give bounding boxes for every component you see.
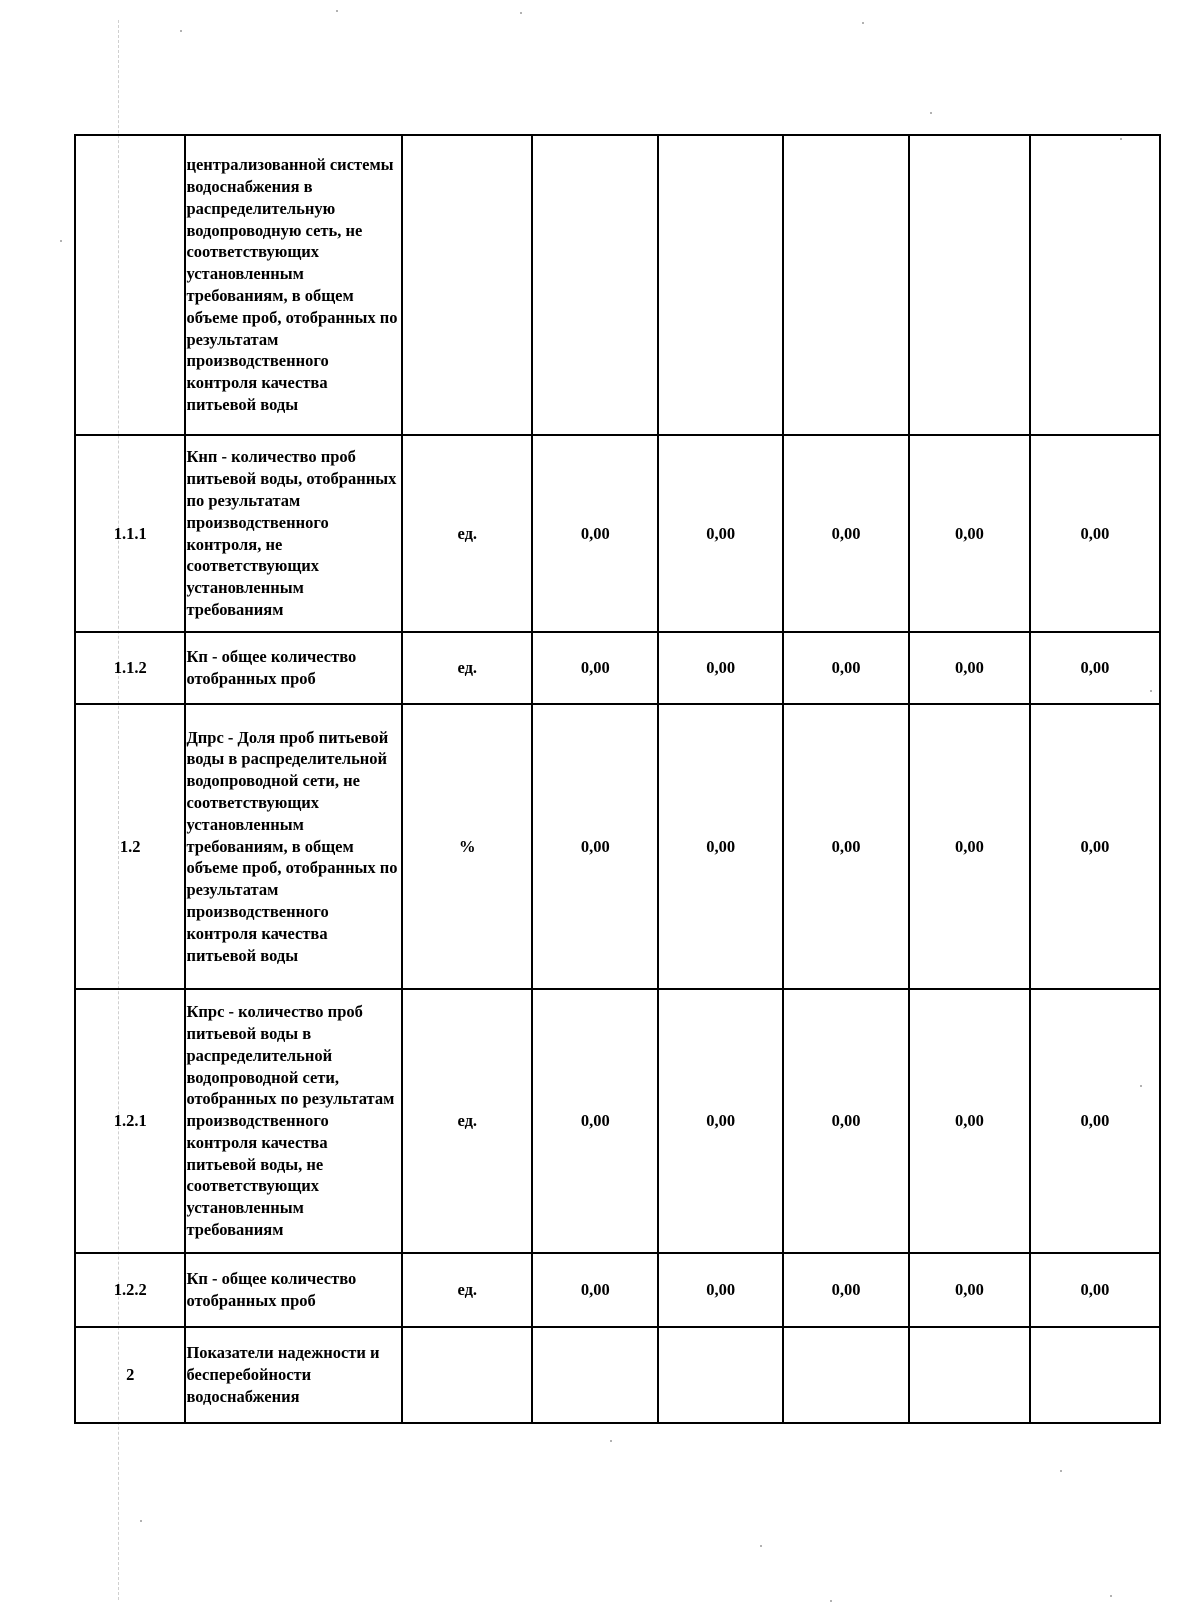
row-number: 1.2.2 (75, 1253, 185, 1327)
value-cell (532, 135, 658, 435)
value-cell: 0,00 (532, 704, 658, 989)
scan-speck (140, 1520, 142, 1522)
table-row (75, 135, 1160, 435)
value-cell (532, 1327, 658, 1423)
row-description: Кпрс - количество проб питьевой воды в распределительной водопроводной сети, отобранных по результатам производственного контроля качества питьевой воды, не соответствующих установленным требованиям (185, 989, 402, 1253)
row-description: централизованной системы водоснабжения в распределительную водопроводную сеть, не соответствующих установленным требованиям, в общем объеме проб, отобранных по результатам производственного контроля качества питьевой воды (185, 135, 402, 435)
scan-speck (830, 1600, 832, 1602)
value-cell: 0,00 (532, 1253, 658, 1327)
row-unit: ед. (402, 1253, 532, 1327)
value-cell (658, 135, 783, 435)
scan-speck (760, 1545, 762, 1547)
row-number: 1.1.1 (75, 435, 185, 632)
value-cell: 0,00 (783, 989, 909, 1253)
value-cell (1030, 135, 1160, 435)
scan-speck (862, 22, 864, 24)
value-cell: 0,00 (909, 435, 1030, 632)
value-cell (783, 135, 909, 435)
row-number: 1.1.2 (75, 632, 185, 704)
value-cell: 0,00 (783, 704, 909, 989)
scan-speck (180, 30, 182, 32)
value-cell (909, 1327, 1030, 1423)
row-description: Показатели надежности и бесперебойности водоснабжения (185, 1327, 402, 1423)
scan-speck (60, 240, 62, 242)
row-unit: ед. (402, 632, 532, 704)
value-cell: 0,00 (658, 989, 783, 1253)
value-cell: 0,00 (909, 1253, 1030, 1327)
value-cell: 0,00 (1030, 989, 1160, 1253)
table-row (75, 704, 1160, 989)
value-cell: 0,00 (1030, 1253, 1160, 1327)
value-cell: 0,00 (909, 632, 1030, 704)
value-cell: 0,00 (658, 704, 783, 989)
table-row (75, 435, 1160, 632)
value-cell: 0,00 (1030, 435, 1160, 632)
value-cell (783, 1327, 909, 1423)
table-row (75, 632, 1160, 704)
row-description: Дпрс - Доля проб питьевой воды в распределительной водопроводной сети, не соответствующих установленным требованиям, в общем объеме проб, отобранных по результатам производственного контроля качества питьевой воды (185, 704, 402, 989)
row-unit: ед. (402, 435, 532, 632)
row-description: Кп - общее количество отобранных проб (185, 632, 402, 704)
scan-speck (520, 12, 522, 14)
value-cell: 0,00 (783, 1253, 909, 1327)
row-description: Кп - общее количество отобранных проб (185, 1253, 402, 1327)
value-cell: 0,00 (658, 435, 783, 632)
table-row (75, 1327, 1160, 1423)
row-unit (402, 1327, 532, 1423)
row-number: 1.2 (75, 704, 185, 989)
value-cell (1030, 1327, 1160, 1423)
table-row (75, 989, 1160, 1253)
value-cell: 0,00 (532, 989, 658, 1253)
value-cell (658, 1327, 783, 1423)
value-cell: 0,00 (909, 989, 1030, 1253)
scan-speck (610, 1440, 612, 1442)
row-description: Кнп - количество проб питьевой воды, отобранных по результатам производственного контроля, не соответствующих установленным требованиям (185, 435, 402, 632)
row-number: 2 (75, 1327, 185, 1423)
value-cell: 0,00 (1030, 632, 1160, 704)
value-cell (909, 135, 1030, 435)
row-unit (402, 135, 532, 435)
value-cell: 0,00 (1030, 704, 1160, 989)
scan-speck (1110, 1595, 1112, 1597)
value-cell: 0,00 (658, 1253, 783, 1327)
scan-speck (1060, 1470, 1062, 1472)
scan-speck (930, 112, 932, 114)
value-cell: 0,00 (783, 632, 909, 704)
row-number (75, 135, 185, 435)
value-cell: 0,00 (532, 435, 658, 632)
scan-speck (1140, 1085, 1142, 1087)
value-cell: 0,00 (658, 632, 783, 704)
value-cell: 0,00 (909, 704, 1030, 989)
scan-speck (1150, 690, 1152, 692)
row-unit: % (402, 704, 532, 989)
indicator-table (74, 134, 1161, 1424)
table-row (75, 1253, 1160, 1327)
scan-speck (336, 10, 338, 12)
row-unit: ед. (402, 989, 532, 1253)
row-number: 1.2.1 (75, 989, 185, 1253)
value-cell: 0,00 (532, 632, 658, 704)
scan-speck (1120, 138, 1122, 140)
value-cell: 0,00 (783, 435, 909, 632)
